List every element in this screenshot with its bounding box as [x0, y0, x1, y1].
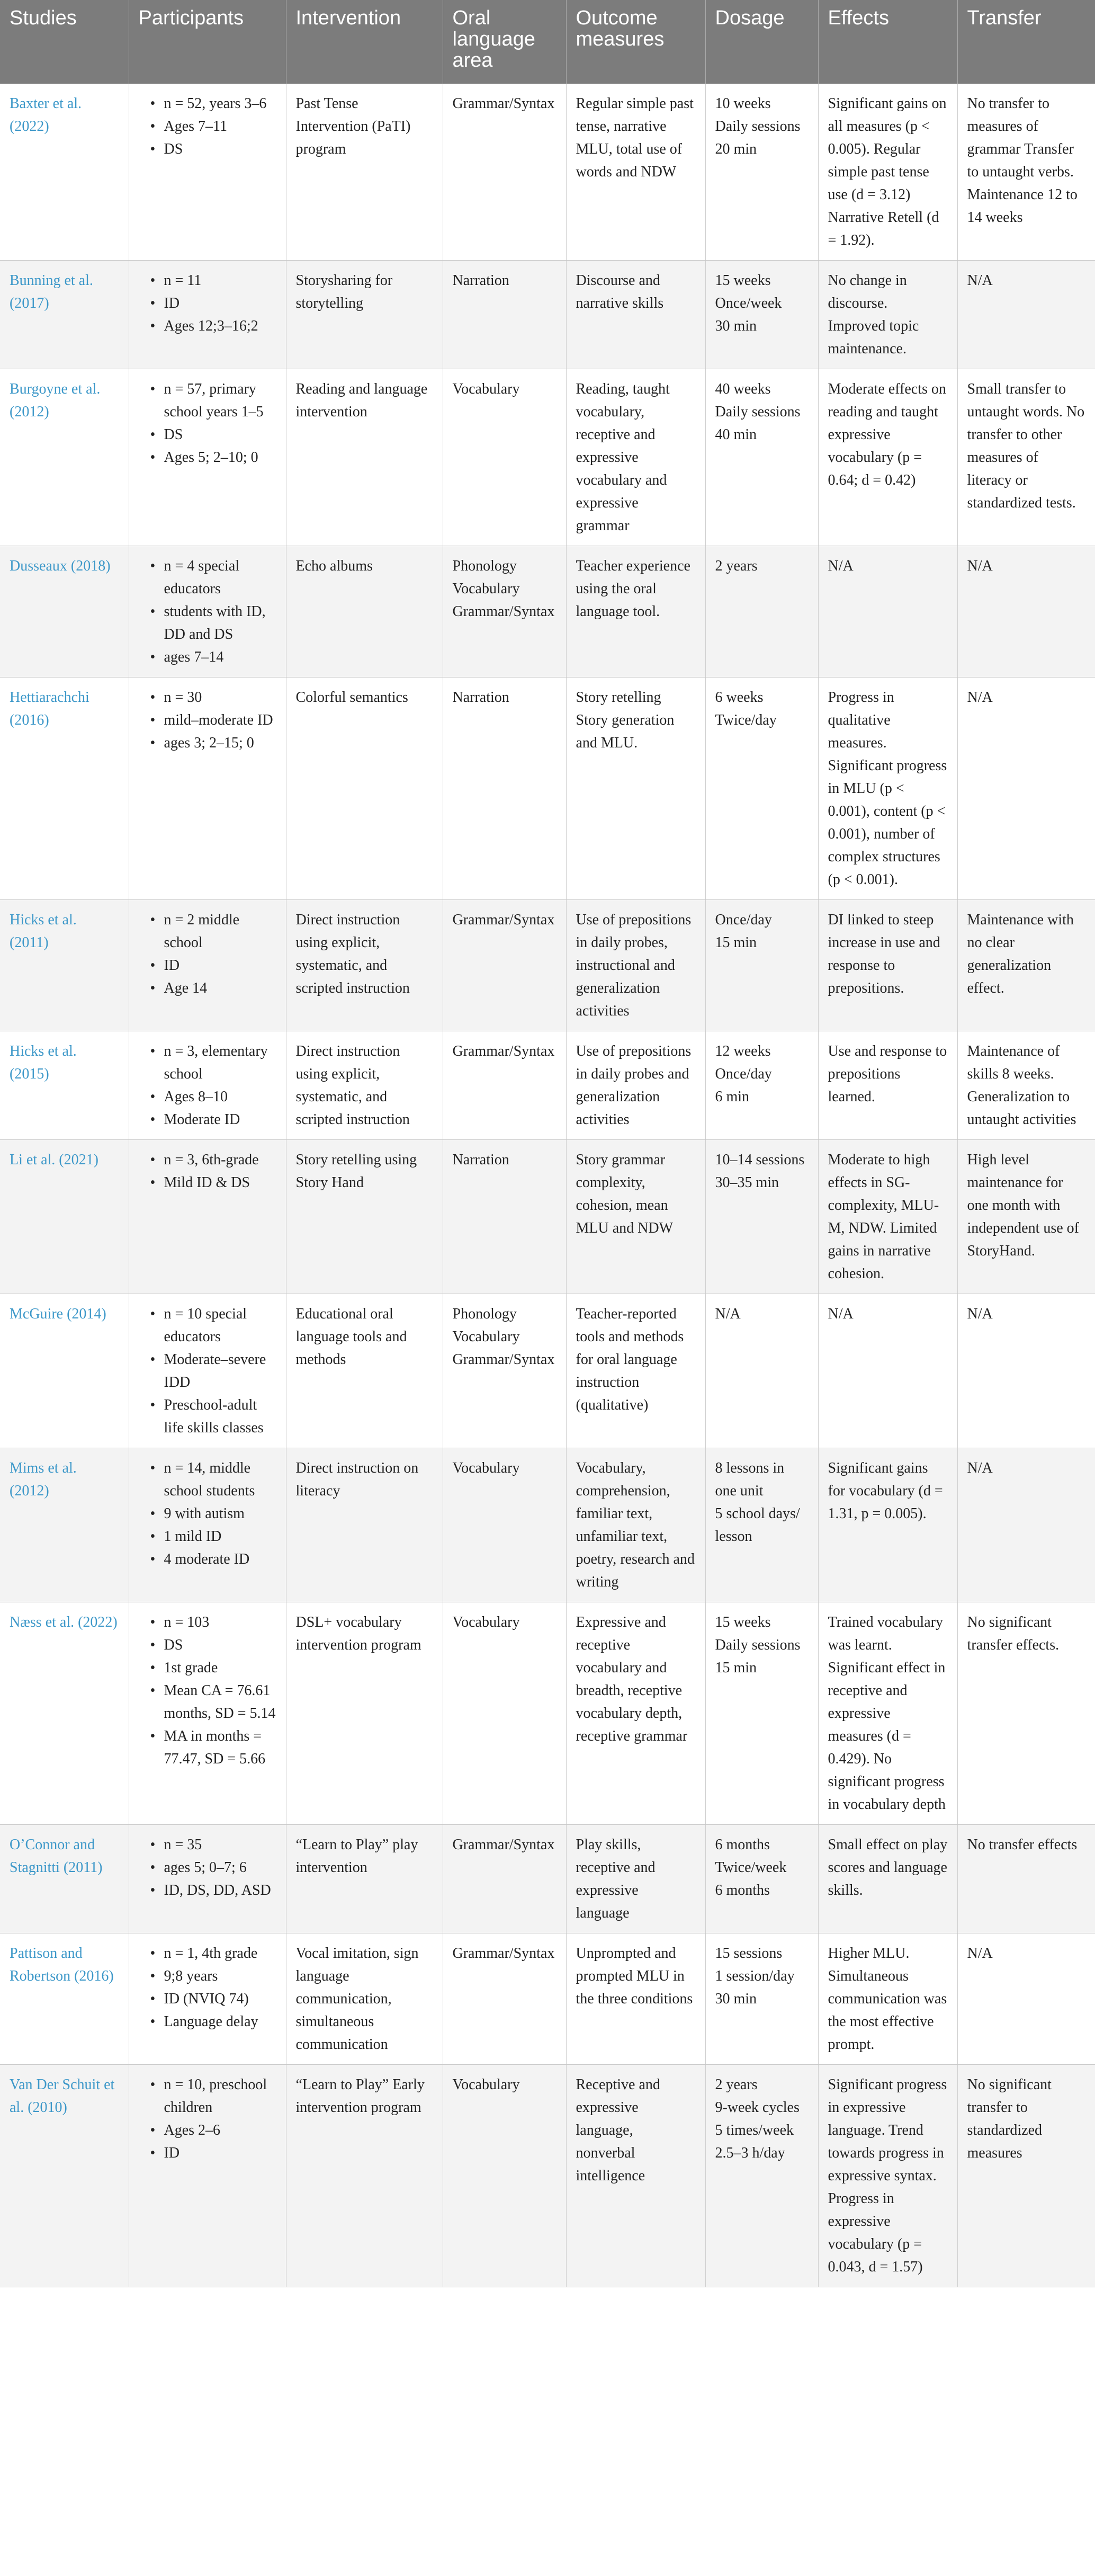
oral-language-area-cell	[443, 369, 566, 546]
study-link[interactable]: Dusseaux (2018)	[0, 546, 129, 678]
intervention-cell: “Learn to Play” Early intervention program	[286, 2065, 443, 2287]
intervention-cell: Direct instruction using explicit, systematic, and scripted instruction	[286, 1031, 443, 1140]
area-item: Grammar/Syntax	[452, 912, 555, 928]
dosage-item: Daily sessions	[715, 1637, 801, 1653]
table-header	[0, 0, 1095, 84]
dosage-cell	[705, 546, 818, 678]
dosage-item: 20 min	[715, 141, 757, 157]
study-link[interactable]: Pattison and Robertson (2016)	[0, 1933, 129, 2065]
table-row	[0, 84, 1095, 261]
transfer-cell: N/A	[957, 1448, 1095, 1602]
dosage-item: Once/day	[715, 912, 772, 928]
participant-item: • 4 moderate ID	[152, 1548, 276, 1571]
participant-item: • ages 7–14	[152, 646, 276, 668]
participant-item: • DS	[152, 1634, 276, 1656]
transfer-cell: No transfer effects	[957, 1825, 1095, 1933]
study-link[interactable]: O’Connor and Stagnitti (2011)	[0, 1825, 129, 1933]
area-item: Grammar/Syntax	[452, 1351, 555, 1368]
effects-cell: Significant gains on all measures (p < 0.005). Regular simple past tense use (d = 3.12) Narrative Retell (d = 1.92).	[818, 84, 957, 261]
participants-cell	[129, 900, 286, 1031]
effects-cell: No change in discourse. Improved topic maintenance.	[818, 261, 957, 369]
transfer-cell: No significant transfer effects.	[957, 1602, 1095, 1825]
dosage-item: 8 lessons in one unit	[715, 1460, 785, 1499]
participants-list	[139, 1942, 276, 2033]
outcome-measures-cell: Discourse and narrative skills	[566, 261, 705, 369]
area-item: Vocabulary	[452, 581, 520, 597]
area-item: Vocabulary	[452, 1329, 520, 1345]
area-item: Phonology	[452, 1306, 517, 1322]
dosage-item: 2 years	[715, 2076, 758, 2093]
intervention-cell: Reading and language intervention	[286, 369, 443, 546]
dosage-item: 6 months	[715, 1882, 770, 1898]
dosage-item: Once/week	[715, 295, 782, 311]
intervention-cell: Direct instruction using explicit, systematic, and scripted instruction	[286, 900, 443, 1031]
oral-language-area-cell	[443, 678, 566, 900]
oral-language-area-cell	[443, 261, 566, 369]
transfer-cell: Small transfer to untaught words. No transfer to other measures of literacy or standardized tests.	[957, 369, 1095, 546]
oral-language-area-cell	[443, 1140, 566, 1294]
dosage-item: 2.5–3 h/day	[715, 2145, 785, 2161]
transfer-cell: No significant transfer to standardized measures	[957, 2065, 1095, 2287]
effects-cell: N/A	[818, 546, 957, 678]
outcome-measures-cell: Story retelling Story generation and MLU.	[566, 678, 705, 900]
dosage-cell	[705, 261, 818, 369]
dosage-item: Once/day	[715, 1066, 772, 1082]
header-intervention: Intervention	[286, 0, 443, 84]
dosage-cell	[705, 369, 818, 546]
area-item: Phonology	[452, 558, 517, 574]
table-row	[0, 369, 1095, 546]
study-link[interactable]: Hicks et al. (2015)	[0, 1031, 129, 1140]
participants-cell	[129, 84, 286, 261]
participant-item: • n = 10, preschool children	[152, 2073, 276, 2119]
participants-list	[139, 555, 276, 668]
participant-item: • n = 10 special educators	[152, 1303, 276, 1348]
participants-cell	[129, 1602, 286, 1825]
transfer-cell: N/A	[957, 1933, 1095, 2065]
table-row	[0, 261, 1095, 369]
effects-cell: DI linked to steep increase in use and response to prepositions.	[818, 900, 957, 1031]
outcome-measures-cell: Use of prepositions in daily probes, instructional and generalization activities	[566, 900, 705, 1031]
effects-cell: Significant gains for vocabulary (d = 1.31, p = 0.005).	[818, 1448, 957, 1602]
intervention-cell: Educational oral language tools and methods	[286, 1294, 443, 1448]
transfer-cell: No transfer to measures of grammar Transfer to untaught verbs. Maintenance 12 to 14 weeks	[957, 84, 1095, 261]
participants-list	[139, 1611, 276, 1770]
participant-item: • Mild ID & DS	[152, 1171, 276, 1194]
participant-item: • ID	[152, 954, 276, 977]
table-row	[0, 1140, 1095, 1294]
oral-language-area-cell	[443, 1031, 566, 1140]
outcome-measures-cell: Regular simple past tense, narrative MLU, total use of words and NDW	[566, 84, 705, 261]
dosage-item: 15 sessions	[715, 1945, 783, 1962]
dosage-item: 15 weeks	[715, 272, 771, 289]
transfer-cell: High level maintenance for one month with independent use of StoryHand.	[957, 1140, 1095, 1294]
participant-item: • n = 4 special educators	[152, 555, 276, 600]
dosage-cell	[705, 2065, 818, 2287]
participants-list	[139, 1148, 276, 1194]
dosage-item: 15 weeks	[715, 1614, 771, 1630]
outcome-measures-cell: Vocabulary, comprehension, familiar text, unfamiliar text, poetry, research and writing	[566, 1448, 705, 1602]
participant-item: • n = 57, primary school years 1–5	[152, 378, 276, 423]
participant-item: • Language delay	[152, 2010, 276, 2033]
participants-cell	[129, 1448, 286, 1602]
table-row	[0, 1933, 1095, 2065]
area-item: Vocabulary	[452, 2076, 520, 2093]
effects-cell: Significant progress in expressive language. Trend towards progress in expressive syntax. Progress in expressive vocabulary (p = 0.043, d = 1.57)	[818, 2065, 957, 2287]
intervention-cell: “Learn to Play” play intervention	[286, 1825, 443, 1933]
outcome-measures-cell: Receptive and expressive language, nonverbal intelligence	[566, 2065, 705, 2287]
area-item: Grammar/Syntax	[452, 95, 555, 112]
dosage-cell	[705, 1602, 818, 1825]
dosage-item: 5 school days/ lesson	[715, 1505, 800, 1545]
dosage-item: Twice/week	[715, 1859, 787, 1876]
participant-item: • Mean CA = 76.61 months, SD = 5.14	[152, 1679, 276, 1725]
table-row	[0, 1448, 1095, 1602]
dosage-item: 10–14 sessions	[715, 1152, 805, 1168]
study-link[interactable]: Baxter et al. (2022)	[0, 84, 129, 261]
participant-item: • DS	[152, 138, 276, 161]
oral-language-area-cell	[443, 1602, 566, 1825]
header-effects: Effects	[818, 0, 957, 84]
dosage-item: 6 weeks	[715, 689, 764, 706]
participant-item: • 1st grade	[152, 1656, 276, 1679]
participants-cell	[129, 546, 286, 678]
oral-language-area-cell	[443, 2065, 566, 2287]
participant-item: • Ages 7–11	[152, 115, 276, 138]
intervention-cell: Colorful semantics	[286, 678, 443, 900]
dosage-item: 1 session/day	[715, 1968, 795, 1984]
participant-item: • ID, DS, DD, ASD	[152, 1879, 276, 1902]
dosage-cell	[705, 1825, 818, 1933]
participant-item: • ID (NVIQ 74)	[152, 1987, 276, 2010]
study-link[interactable]: Bunning et al. (2017)	[0, 261, 129, 369]
dosage-item: N/A	[715, 1306, 741, 1322]
study-link[interactable]: Van Der Schuit et al. (2010)	[0, 2065, 129, 2287]
dosage-cell	[705, 84, 818, 261]
dosage-cell	[705, 1031, 818, 1140]
oral-language-area-cell	[443, 1294, 566, 1448]
dosage-item: 15 min	[715, 934, 757, 951]
dosage-item: 30 min	[715, 1991, 757, 2007]
participant-item: • Preschool-adult life skills classes	[152, 1394, 276, 1439]
outcome-measures-cell: Use of prepositions in daily probes and generalization activities	[566, 1031, 705, 1140]
participant-item: • Ages 2–6	[152, 2119, 276, 2142]
table-row	[0, 546, 1095, 678]
participant-item: • n = 3, elementary school	[152, 1040, 276, 1085]
effects-cell: Trained vocabulary was learnt. Significant effect in receptive and expressive measures (d = 0.429). No significant progress in vocabulary depth	[818, 1602, 957, 1825]
oral-language-area-cell	[443, 900, 566, 1031]
transfer-cell: N/A	[957, 261, 1095, 369]
study-link[interactable]: Burgoyne et al. (2012)	[0, 369, 129, 546]
dosage-item: 30–35 min	[715, 1174, 779, 1191]
participant-item: • MA in months = 77.47, SD = 5.66	[152, 1725, 276, 1770]
participant-item: • n = 14, middle school students	[152, 1457, 276, 1502]
participant-item: • n = 11	[152, 269, 276, 292]
effects-cell: Use and response to prepositions learned.	[818, 1031, 957, 1140]
participant-item: • Moderate–severe IDD	[152, 1348, 276, 1394]
participant-item: • ages 5; 0–7; 6	[152, 1856, 276, 1879]
intervention-cell: Echo albums	[286, 546, 443, 678]
effects-cell: N/A	[818, 1294, 957, 1448]
participant-item: • DS	[152, 423, 276, 446]
participant-item: • ages 3; 2–15; 0	[152, 732, 276, 754]
oral-language-area-cell	[443, 1933, 566, 2065]
participant-item: • n = 30	[152, 686, 276, 709]
transfer-cell: N/A	[957, 546, 1095, 678]
area-item: Grammar/Syntax	[452, 1043, 555, 1059]
study-link[interactable]: Mims et al. (2012)	[0, 1448, 129, 1602]
outcome-measures-cell: Reading, taught vocabulary, receptive and expressive vocabulary and expressive grammar	[566, 369, 705, 546]
dosage-cell	[705, 678, 818, 900]
participant-item: • ID	[152, 2142, 276, 2164]
participants-cell	[129, 261, 286, 369]
participant-item: • 9 with autism	[152, 1502, 276, 1525]
participant-item: • n = 52, years 3–6	[152, 92, 276, 115]
study-link[interactable]: Hettiarachchi (2016)	[0, 678, 129, 900]
effects-cell: Moderate to high effects in SG-complexity, MLU-M, NDW. Limited gains in narrative cohesion.	[818, 1140, 957, 1294]
outcome-measures-cell: Play skills, receptive and expressive language	[566, 1825, 705, 1933]
participants-list	[139, 908, 276, 1000]
dosage-item: 10 weeks	[715, 95, 771, 112]
study-link[interactable]: Li et al. (2021)	[0, 1140, 129, 1294]
table-row	[0, 1825, 1095, 1933]
transfer-cell: N/A	[957, 678, 1095, 900]
participant-item: • ID	[152, 292, 276, 315]
dosage-item: Twice/day	[715, 712, 777, 728]
participant-item: • 9;8 years	[152, 1965, 276, 1987]
oral-language-area-cell	[443, 1448, 566, 1602]
intervention-cell: Story retelling using Story Hand	[286, 1140, 443, 1294]
area-item: Narration	[452, 689, 509, 706]
outcome-measures-cell: Expressive and receptive vocabulary and breadth, receptive vocabulary depth, receptive grammar	[566, 1602, 705, 1825]
participants-list	[139, 92, 276, 161]
outcome-measures-cell: Teacher-reported tools and methods for oral language instruction (qualitative)	[566, 1294, 705, 1448]
area-item: Grammar/Syntax	[452, 1945, 555, 1962]
participant-item: • Ages 8–10	[152, 1085, 276, 1108]
intervention-cell: DSL+ vocabulary intervention program	[286, 1602, 443, 1825]
header-participants: Participants	[129, 0, 286, 84]
participants-list	[139, 1040, 276, 1131]
header-transfer: Transfer	[967, 7, 1042, 29]
header-outcome-measures: Outcome measures	[566, 0, 705, 84]
header-oral-language-area: Oral language area	[443, 0, 566, 84]
study-link[interactable]: Næss et al. (2022)	[0, 1602, 129, 1825]
dosage-cell	[705, 1294, 818, 1448]
table-row	[0, 1602, 1095, 1825]
table-body	[0, 84, 1095, 2287]
dosage-cell	[705, 1448, 818, 1602]
participants-list	[139, 269, 276, 337]
dosage-item: Daily sessions	[715, 118, 801, 135]
dosage-item: 6 months	[715, 1837, 770, 1853]
header-row	[0, 0, 1095, 84]
transfer-cell: Maintenance with no clear generalization effect.	[957, 900, 1095, 1031]
transfer-cell: Maintenance of skills 8 weeks. Generalization to untaught activities	[957, 1031, 1095, 1140]
area-item: Grammar/Syntax	[452, 1837, 555, 1853]
effects-cell: Small effect on play scores and language skills.	[818, 1825, 957, 1933]
participant-item: • students with ID, DD and DS	[152, 600, 276, 646]
dosage-item: 2 years	[715, 558, 758, 574]
area-item: Vocabulary	[452, 1460, 520, 1476]
dosage-item: 6 min	[715, 1089, 750, 1105]
dosage-cell	[705, 1140, 818, 1294]
area-item: Narration	[452, 272, 509, 289]
intervention-cell: Vocal imitation, sign language communication, simultaneous communication	[286, 1933, 443, 2065]
effects-cell: Progress in qualitative measures. Significant progress in MLU (p < 0.001), content (p < 0.001), number of complex structures (p < 0.001).	[818, 678, 957, 900]
header-studies: Studies	[0, 0, 129, 84]
area-item: Vocabulary	[452, 381, 520, 397]
oral-language-area-cell	[443, 546, 566, 678]
dosage-item: Daily sessions	[715, 404, 801, 420]
outcome-measures-cell: Unprompted and prompted MLU in the three conditions	[566, 1933, 705, 2065]
participant-item: • mild–moderate ID	[152, 709, 276, 732]
oral-language-area-cell	[443, 84, 566, 261]
table-row	[0, 1031, 1095, 1140]
intervention-cell: Direct instruction on literacy	[286, 1448, 443, 1602]
participant-item: • Moderate ID	[152, 1108, 276, 1131]
participants-list	[139, 686, 276, 754]
participant-item: • n = 35	[152, 1833, 276, 1856]
dosage-item: 30 min	[715, 318, 757, 334]
dosage-cell	[705, 900, 818, 1031]
participants-list	[139, 2073, 276, 2164]
participants-cell	[129, 678, 286, 900]
participant-item: • n = 103	[152, 1611, 276, 1634]
participant-item: • Ages 12;3–16;2	[152, 315, 276, 337]
table-row	[0, 900, 1095, 1031]
participant-item: • 1 mild ID	[152, 1525, 276, 1548]
participant-item: • Age 14	[152, 977, 276, 1000]
header-dosage: Dosage	[705, 0, 818, 84]
table-row	[0, 1294, 1095, 1448]
dosage-item: 15 min	[715, 1660, 757, 1676]
dosage-item: 5 times/week	[715, 2122, 794, 2138]
participants-list	[139, 378, 276, 469]
table-row	[0, 2065, 1095, 2287]
participants-cell	[129, 1031, 286, 1140]
study-link[interactable]: Hicks et al. (2011)	[0, 900, 129, 1031]
participants-cell	[129, 1933, 286, 2065]
intervention-cell: Storysharing for storytelling	[286, 261, 443, 369]
participants-cell	[129, 1140, 286, 1294]
oral-language-area-cell	[443, 1825, 566, 1933]
participant-item: • n = 3, 6th-grade	[152, 1148, 276, 1171]
table-row	[0, 678, 1095, 900]
area-item: Narration	[452, 1152, 509, 1168]
outcome-measures-cell: Story grammar complexity, cohesion, mean MLU and NDW	[566, 1140, 705, 1294]
participant-item: • n = 1, 4th grade	[152, 1942, 276, 1965]
dosage-item: 12 weeks	[715, 1043, 771, 1059]
participants-list	[139, 1457, 276, 1571]
dosage-cell	[705, 1933, 818, 2065]
transfer-cell: N/A	[957, 1294, 1095, 1448]
dosage-item: 9-week cycles	[715, 2099, 800, 2116]
dosage-item: 40 min	[715, 426, 757, 443]
area-item: Vocabulary	[452, 1614, 520, 1630]
participants-cell	[129, 1294, 286, 1448]
participants-cell	[129, 2065, 286, 2287]
study-link[interactable]: McGuire (2014)	[0, 1294, 129, 1448]
area-item: Grammar/Syntax	[452, 603, 555, 620]
intervention-cell: Past Tense Intervention (PaTI) program	[286, 84, 443, 261]
participants-list	[139, 1833, 276, 1902]
effects-cell: Moderate effects on reading and taught expressive vocabulary (p = 0.64; d = 0.42)	[818, 369, 957, 546]
outcome-measures-cell: Teacher experience using the oral language tool.	[566, 546, 705, 678]
participant-item: • Ages 5; 2–10; 0	[152, 446, 276, 469]
effects-cell: Higher MLU. Simultaneous communication was the most effective prompt.	[818, 1933, 957, 2065]
participants-list	[139, 1303, 276, 1439]
participant-item: • n = 2 middle school	[152, 908, 276, 954]
participants-cell	[129, 369, 286, 546]
participants-cell	[129, 1825, 286, 1933]
dosage-item: 40 weeks	[715, 381, 771, 397]
